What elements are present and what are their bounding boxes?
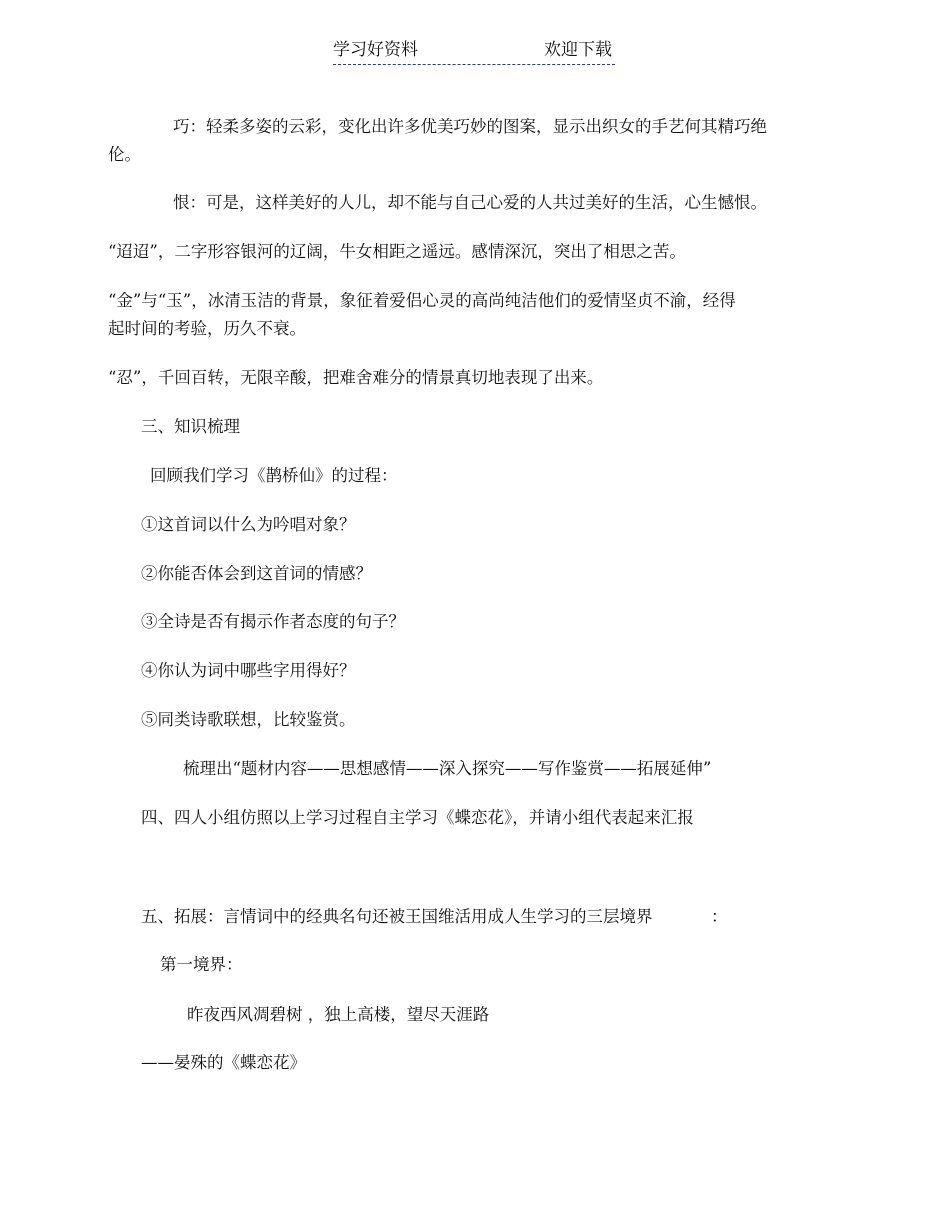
question-one: ①这首词以什么为吟唱对象？ [141, 515, 356, 534]
review-intro: 回顾我们学习《鹊桥仙》的过程： [150, 466, 398, 485]
question-three: ③全诗是否有揭示作者态度的句子？ [141, 612, 405, 631]
paragraph-jin-yu: “金”与“玉”，冰清玉洁的背景，象征着爱侣心灵的高尚纯洁他们的爱情坚贞不渝，经得 [108, 291, 736, 310]
paragraph-qiao-continued: 伦。 [108, 145, 141, 164]
paragraph-jin-yu-continued: 起时间的考验，历久不衰。 [108, 319, 306, 338]
section-three-heading: 三、知识梳理 [141, 417, 240, 436]
verse-attribution: ——晏殊的《蝶恋花》 [141, 1053, 306, 1072]
realm-one-label: 第一境界： [160, 955, 243, 974]
section-five-colon: ： [711, 907, 728, 926]
question-five: ⑤同类诗歌联想，比较鉴赏。 [141, 710, 356, 729]
verse-line-one: 昨夜西风凋碧树 ，独上高楼，望尽天涯路 [187, 1005, 490, 1024]
page-header [333, 38, 615, 65]
section-four-heading: 四、四人小组仿照以上学习过程自主学习《蝶恋花》，并请小组代表起来汇报 [141, 808, 694, 827]
paragraph-ren: “忍”，千回百转，无限辛酸，把难舍难分的情景真切地表现了出来。 [108, 368, 604, 387]
header-left-text: 学习好资料 [333, 40, 418, 60]
paragraph-hen: 恨：可是，这样美好的人儿，却不能与自己心爱的人共过美好的生活，心生憾恨。 [173, 193, 767, 212]
section-five-heading: 五、拓展：言情词中的经典名句还被王国维活用成人生学习的三层境界 [141, 907, 653, 926]
summary-line: 梳理出“题材内容——思想感情——深入探究——写作鉴赏——拓展延伸” [183, 759, 712, 778]
question-four: ④你认为词中哪些字用得好？ [141, 661, 356, 680]
paragraph-tiaotiao: “迢迢”，二字形容银河的辽阔，牛女相距之遥远。感情深沉，突出了相思之苦。 [108, 242, 686, 261]
question-two: ②你能否体会到这首词的情感？ [141, 564, 372, 583]
paragraph-qiao: 巧：轻柔多姿的云彩，变化出许多优美巧妙的图案，显示出织女的手艺何其精巧绝 [173, 117, 767, 136]
header-right-text: 欢迎下载 [544, 40, 612, 60]
